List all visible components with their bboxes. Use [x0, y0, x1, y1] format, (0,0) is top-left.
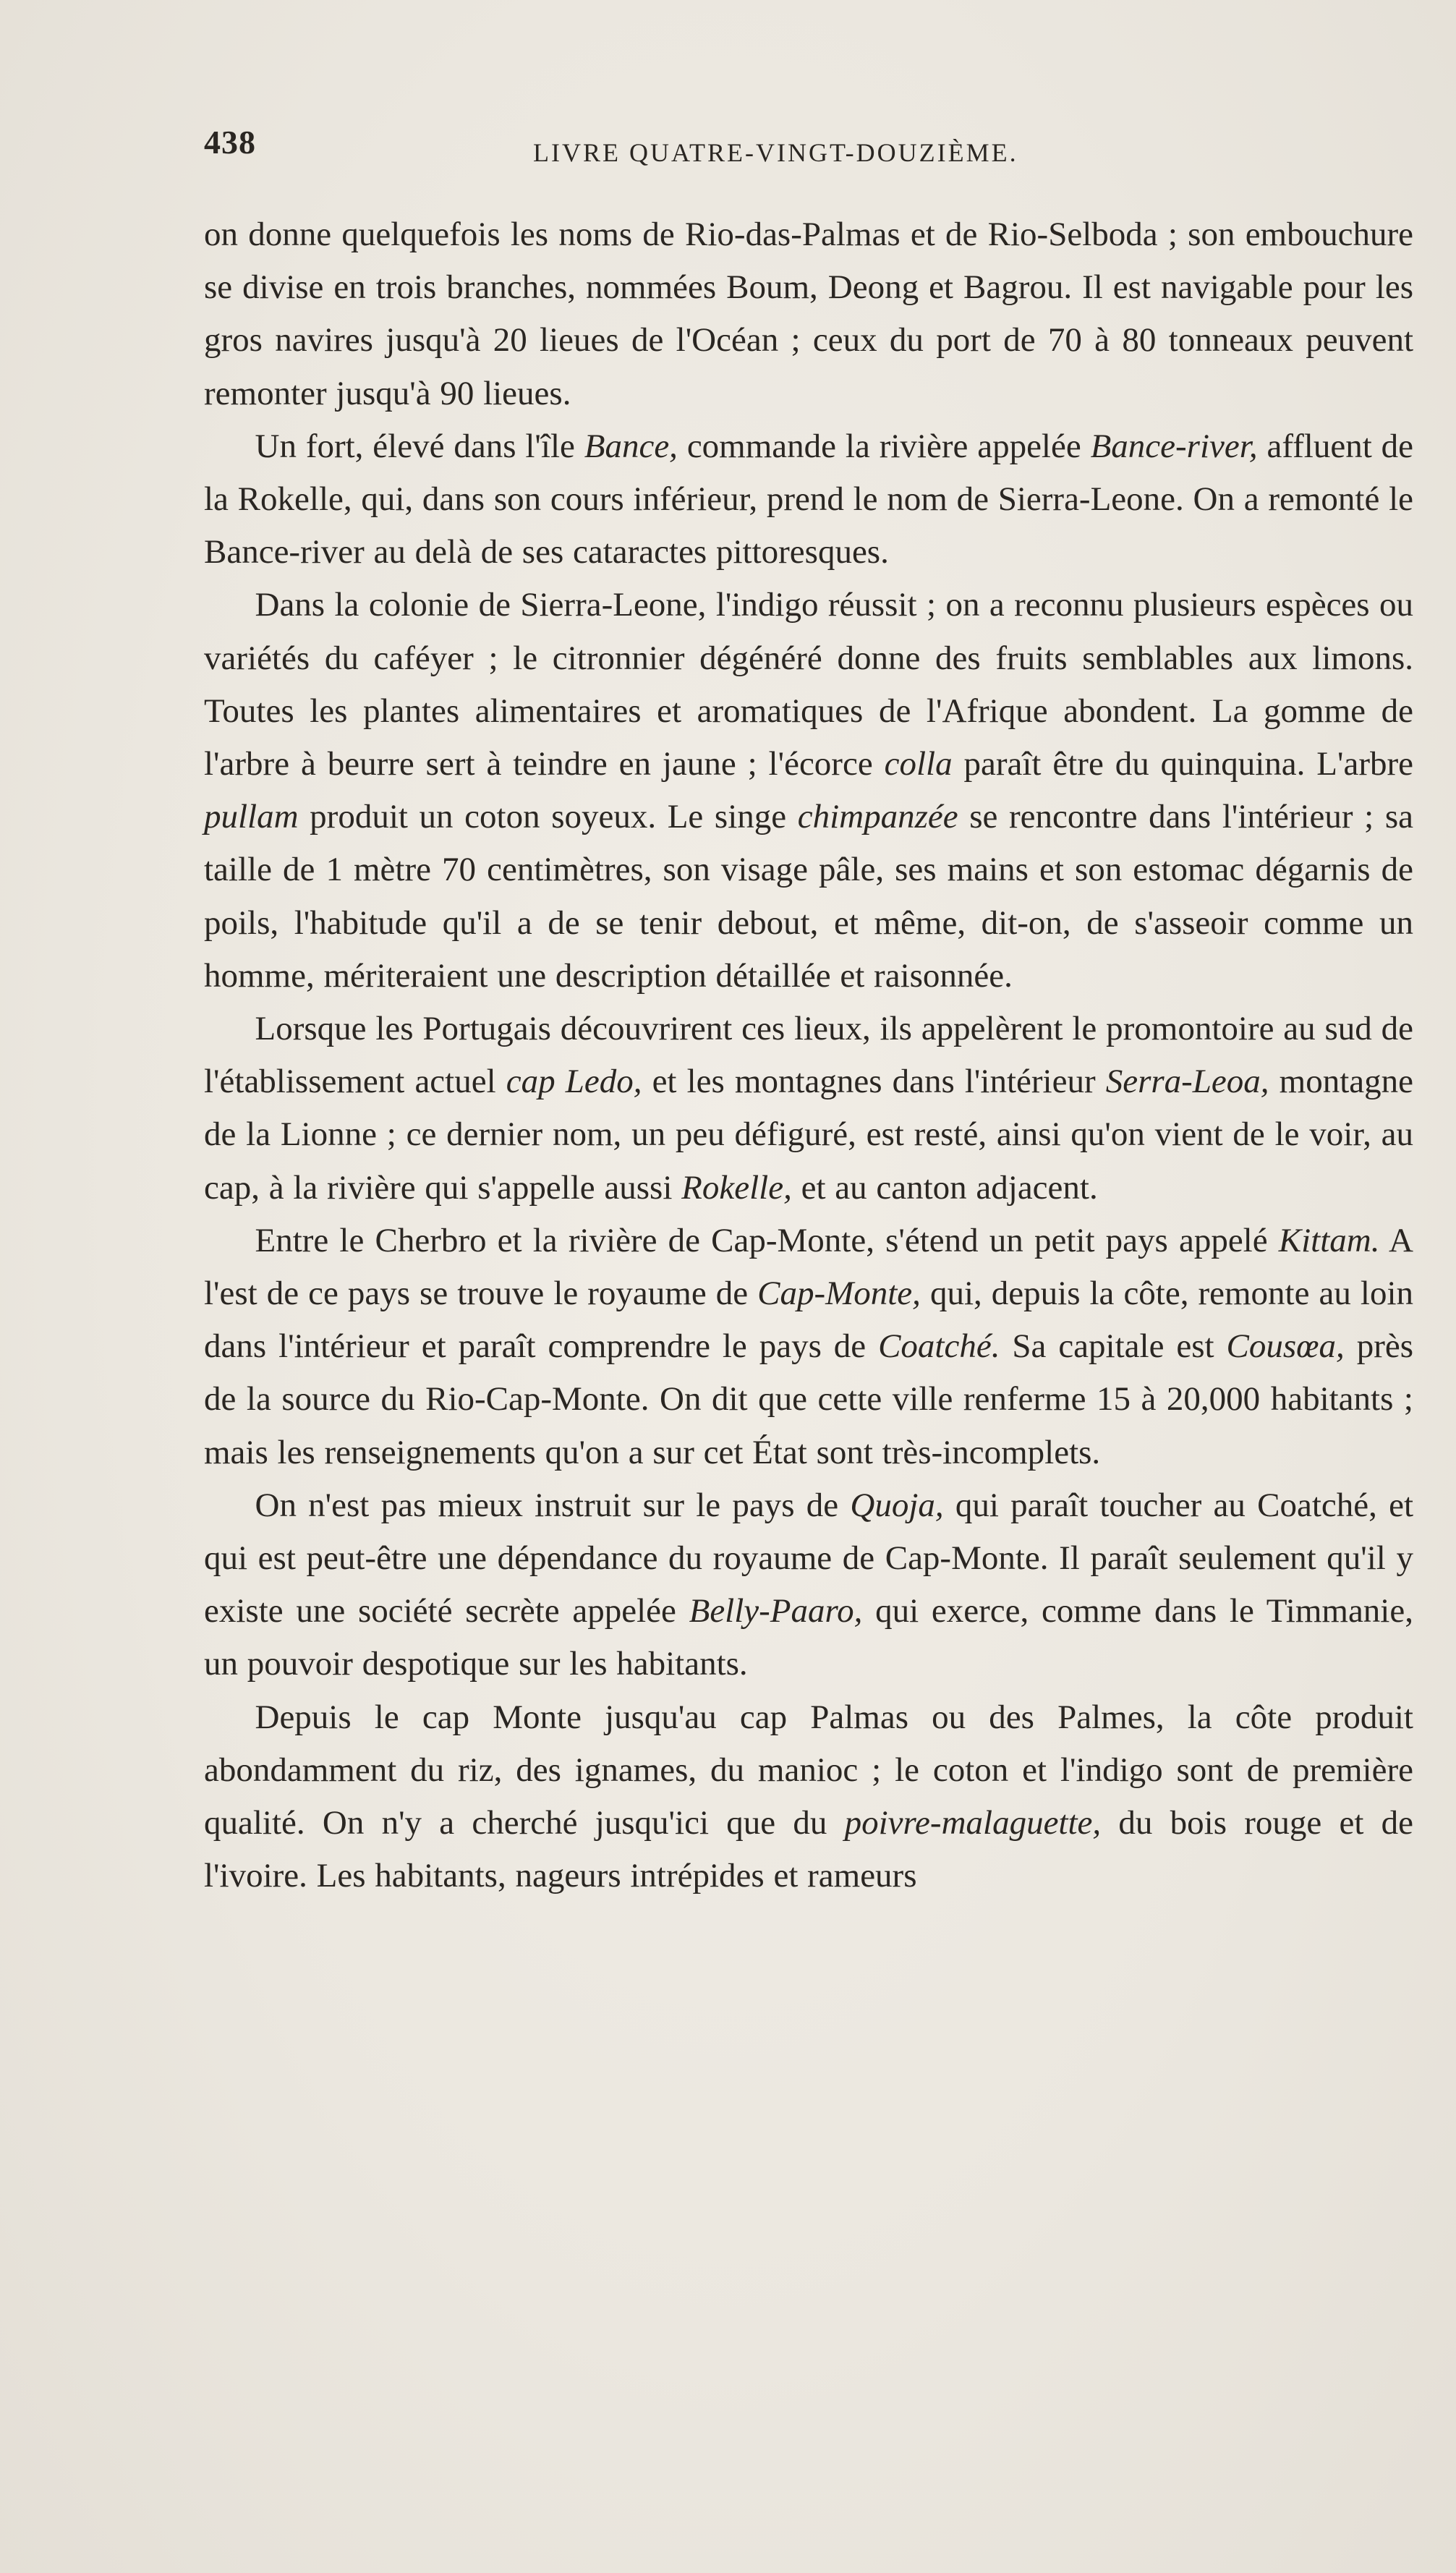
text-run: Dans la colonie de Sierra-Leone, l'indigo réussit ; on a reconnu plusieurs espèces ou variétés du caféyer ; le citronnier dégénéré donne des fruits semblables aux limons. Toutes les plantes alimentaires et aromatiques de l'Afrique abondent. La gomme de l'arbre à beurre sert à teindre en jaune ; l'écorce	[204, 586, 1413, 783]
italic-term: Quoja,	[850, 1486, 944, 1524]
text-run: produit un coton soyeux. Le singe	[298, 798, 798, 836]
text-run: se rencontre dans l'intérieur ; sa taille de 1 mètre 70 centimètres, son visage pâle, ses mains et son estomac dégarnis de poils, l'habitude qu'il a de se tenir debout, et même, dit-on, de s'asseoir comme un homme, mériteraient une description détaillée et raisonnée.	[204, 798, 1413, 995]
running-title: LIVRE QUATRE-VINGT-DOUZIÈME.	[533, 138, 1018, 167]
paragraph	[204, 1691, 1413, 1903]
text-run: commande la rivière appelée	[677, 427, 1091, 465]
italic-term: Cousœa,	[1226, 1327, 1345, 1366]
text-run: et les montagnes dans l'intérieur	[642, 1063, 1106, 1101]
text-run: On n'est pas mieux instruit sur le pays de	[255, 1486, 851, 1524]
italic-term: Cap-Monte,	[757, 1275, 921, 1313]
text-run: Depuis le cap Monte jusqu'au cap Palmas ou des Palmes, la côte produit abondamment du riz, des ignames, du manioc ; le coton et l'indigo sont de première qualité. On n'y a cherché jusqu'ici que du	[204, 1698, 1413, 1842]
text-run: qui, depuis la côte, remonte au loin dans l'intérieur et paraît comprendre le pays de	[204, 1275, 1413, 1366]
italic-term: Serra-Leoa,	[1105, 1063, 1269, 1101]
page-number: 438	[204, 124, 256, 161]
italic-term: chimpanzée	[797, 798, 958, 836]
text-run: Lorsque les Portugais découvrirent ces lieux, ils appelèrent le promontoire au sud de l'établissement actuel	[204, 1010, 1413, 1101]
text-run: Un fort, élevé dans l'île	[255, 427, 584, 465]
paragraph	[204, 1215, 1413, 1479]
text-run: près de la source du Rio-Cap-Monte. On dit que cette ville renferme 15 à 20,000 habitants ; mais les renseignements qu'on a sur cet État sont très-incomplets.	[204, 1327, 1413, 1471]
text-run: on donne quelquefois les noms de Rio-das-Palmas et de Rio-Selboda ; son embouchure se divise en trois branches, nommées Boum, Deong et Bagrou. Il est navigable pour les gros navires jusqu'à 20 lieues de l'Océan ; ceux du port de 70 à 80 tonneaux peuvent remonter jusqu'à 90 lieues.	[204, 216, 1413, 412]
paragraph	[204, 420, 1413, 579]
italic-term: pullam	[204, 798, 299, 836]
italic-term: Coatché.	[878, 1327, 1000, 1366]
italic-term: Belly-Paaro,	[689, 1592, 863, 1630]
text-run: et au canton adjacent.	[791, 1168, 1098, 1207]
text-run: affluent de la Rokelle, qui, dans son cours inférieur, prend le nom de Sierra-Leone. On a remonté le Bance-river au delà de ses cataractes pittoresques.	[204, 427, 1413, 571]
italic-term: Bance,	[584, 427, 678, 465]
italic-term: poivre-malaguette,	[844, 1804, 1102, 1842]
running-head	[204, 123, 1426, 181]
paragraph	[204, 208, 1413, 420]
text-run: Sa capitale est	[1000, 1327, 1227, 1366]
text-run: paraît être du quinquina. L'arbre	[952, 745, 1413, 783]
italic-term: Rokelle,	[681, 1168, 792, 1207]
italic-term: Bance-river,	[1090, 427, 1258, 465]
text-run: qui exerce, comme dans le Timmanie, un pouvoir despotique sur les habitants.	[204, 1592, 1413, 1683]
italic-term: Kittam.	[1278, 1221, 1380, 1259]
text-run: montagne de la Lionne ; ce dernier nom, un peu défiguré, est resté, ainsi qu'on vient de le voir, au cap, à la rivière qui s'appelle aussi	[204, 1063, 1413, 1207]
paragraph	[204, 1003, 1413, 1215]
italic-term: cap Ledo,	[506, 1063, 642, 1101]
text-run: qui paraît toucher au Coatché, et qui est peut-être une dépendance du royaume de Cap-Monte. Il paraît seulement qu'il y existe une société secrète appelée	[204, 1486, 1414, 1630]
italic-term: colla	[884, 745, 953, 783]
body-text	[204, 208, 1413, 1903]
text-run: Entre le Cherbro et la rivière de Cap-Monte, s'étend un petit pays appelé	[255, 1221, 1279, 1259]
text-run: du bois rouge et de l'ivoire. Les habitants, nageurs intrépides et rameurs	[204, 1804, 1414, 1895]
paragraph	[204, 579, 1413, 1003]
text-run: A l'est de ce pays se trouve le royaume de	[204, 1221, 1413, 1313]
paragraph	[204, 1479, 1413, 1691]
